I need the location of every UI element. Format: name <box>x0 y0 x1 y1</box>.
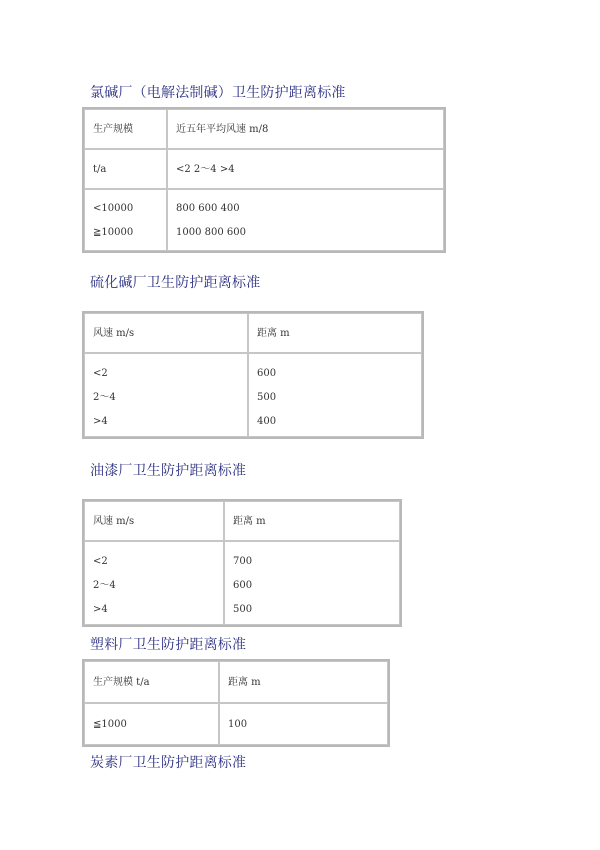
table-cell: 距离 m <box>219 661 388 703</box>
section-title-sodium-sulfide: 硫化碱厂卫生防护距离标准 <box>90 275 261 291</box>
table-cell: <2 2～4 >4 <box>84 353 248 437</box>
table-row <box>84 501 400 541</box>
table-cell: 距离 m <box>224 501 400 541</box>
section-title-plastics: 塑料厂卫生防护距离标准 <box>90 637 247 653</box>
table-row <box>84 149 444 189</box>
table-cell: <10000 ≧10000 <box>84 189 167 251</box>
table-cell: 100 <box>219 703 388 745</box>
section-title-paint: 油漆厂卫生防护距离标准 <box>90 463 247 479</box>
table-cell: 600 500 400 <box>248 353 422 437</box>
table-row <box>84 353 422 437</box>
table-cell: 800 600 400 1000 800 600 <box>167 189 444 251</box>
table-cell: 风速 m/s <box>84 501 224 541</box>
table-row <box>84 313 422 353</box>
table-cell: ≦1000 <box>84 703 219 745</box>
table-cell: 700 600 500 <box>224 541 400 625</box>
table-cell: 生产规模 t/a <box>84 661 219 703</box>
sodium-sulfide-table <box>82 311 424 439</box>
plastics-table <box>82 659 390 747</box>
table-cell: 风速 m/s <box>84 313 248 353</box>
table-row <box>84 541 400 625</box>
paint-table <box>82 499 402 627</box>
section-title-carbon: 炭素厂卫生防护距离标准 <box>90 755 247 771</box>
table-cell: 近五年平均风速 m/8 <box>167 109 444 149</box>
table-row <box>84 189 444 251</box>
table-cell: <2 2～4 >4 <box>167 149 444 189</box>
table-row <box>84 109 444 149</box>
chlor-alkali-table <box>82 107 446 253</box>
table-cell: 距离 m <box>248 313 422 353</box>
table-row <box>84 703 388 745</box>
section-title-chlor-alkali: 氯碱厂（电解法制碱）卫生防护距离标准 <box>90 85 346 101</box>
table-cell: t/a <box>84 149 167 189</box>
table-row <box>84 661 388 703</box>
table-cell: <2 2～4 >4 <box>84 541 224 625</box>
table-cell: 生产规模 <box>84 109 167 149</box>
